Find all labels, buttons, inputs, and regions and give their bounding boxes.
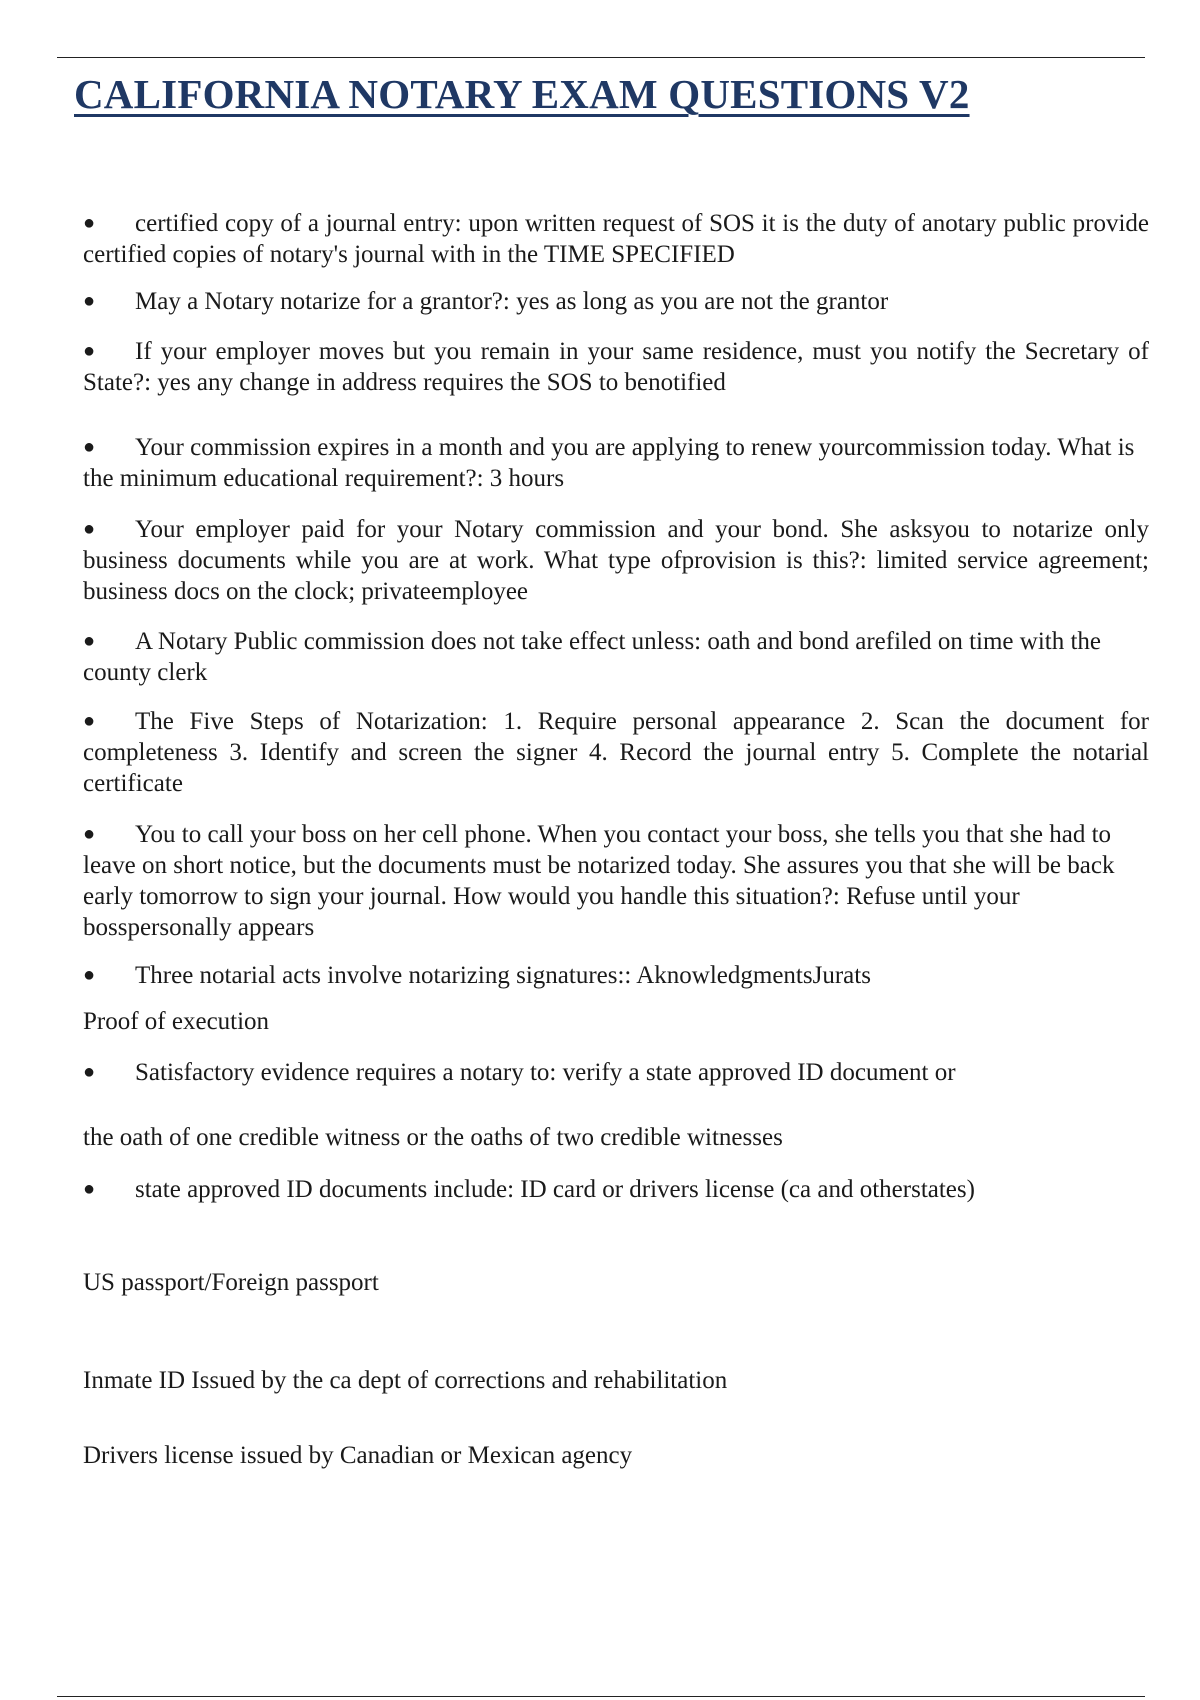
list-item-text: Your employer paid for your Notary commission and your bond. She asksyou to notarize only business documents while you are at work. What type ofprovision is this?: limited service agreement; business docs on the clock; privateemployee xyxy=(83,516,1149,605)
list-item xyxy=(83,336,1149,398)
list-item-text: Three notarial acts involve notarizing signatures:: AknowledgmentsJurats xyxy=(135,962,871,989)
list-item-text: You to call your boss on her cell phone. When you contact your boss, she tells you that she had to leave on short notice, but the documents must be notarized today. She assures you that she will be back early tomorrow to sign your journal. How would you handle this situation?: Refuse until your bosspersonally appears xyxy=(83,821,1115,941)
top-rule xyxy=(57,57,1145,58)
bullet-icon: ● xyxy=(83,340,96,362)
bullet-icon: ● xyxy=(83,1061,96,1083)
list-item-text: Satisfactory evidence requires a notary to: verify a state approved ID document or xyxy=(135,1059,956,1086)
list-item xyxy=(83,960,1149,991)
bullet-icon: ● xyxy=(83,436,96,458)
list-item-text: If your employer moves but you remain in your same residence, must you notify the Secretary of State?: yes any change in address requires the SOS to benotified xyxy=(83,338,1149,396)
list-item-text: Your commission expires in a month and you are applying to renew yourcommission today. What is the minimum educational requirement?: 3 hours xyxy=(83,434,1135,492)
bullet-icon: ● xyxy=(83,823,96,845)
bullet-icon: ● xyxy=(83,518,96,540)
bullet-icon: ● xyxy=(83,710,96,732)
list-item-text: May a Notary notarize for a grantor?: yes as long as you are not the grantor xyxy=(135,288,889,315)
list-item-text: A Notary Public commission does not take effect unless: oath and bond arefiled on time with the county clerk xyxy=(83,628,1102,686)
list-item xyxy=(83,1174,1149,1205)
document-title: CALIFORNIA NOTARY EXAM QUESTIONS V2 xyxy=(74,71,970,117)
text-paragraph: US passport/Foreign passport xyxy=(83,1269,379,1296)
bullet-icon: ● xyxy=(83,630,96,652)
list-item xyxy=(83,1057,1149,1088)
text-paragraph: Drivers license issued by Canadian or Mexican agency xyxy=(83,1442,633,1469)
bullet-icon: ● xyxy=(83,212,96,234)
list-item xyxy=(83,626,1149,688)
list-item xyxy=(83,286,1149,317)
text-paragraph: Inmate ID Issued by the ca dept of corrections and rehabilitation xyxy=(83,1367,728,1394)
text-paragraph: the oath of one credible witness or the oaths of two credible witnesses xyxy=(83,1124,783,1151)
bullet-icon: ● xyxy=(83,964,96,986)
bullet-icon: ● xyxy=(83,1178,96,1200)
list-item xyxy=(83,432,1149,494)
text-paragraph: Proof of execution xyxy=(83,1008,270,1035)
list-item xyxy=(83,514,1149,607)
list-item-text: state approved ID documents include: ID card or drivers license (ca and otherstates) xyxy=(135,1176,975,1203)
list-item-text: certified copy of a journal entry: upon written request of SOS it is the duty of anotary public provide certified copies of notary's journal with in the TIME SPECIFIED xyxy=(83,210,1149,268)
list-item xyxy=(83,208,1149,270)
bottom-rule xyxy=(57,1696,1145,1697)
list-item xyxy=(83,706,1149,799)
list-item-text: The Five Steps of Notarization: 1. Require personal appearance 2. Scan the document for completeness 3. Identify and screen the signer 4. Record the journal entry 5. Complete the notarial certificate xyxy=(83,708,1149,797)
bullet-icon: ● xyxy=(83,290,96,312)
list-item xyxy=(83,819,1149,943)
